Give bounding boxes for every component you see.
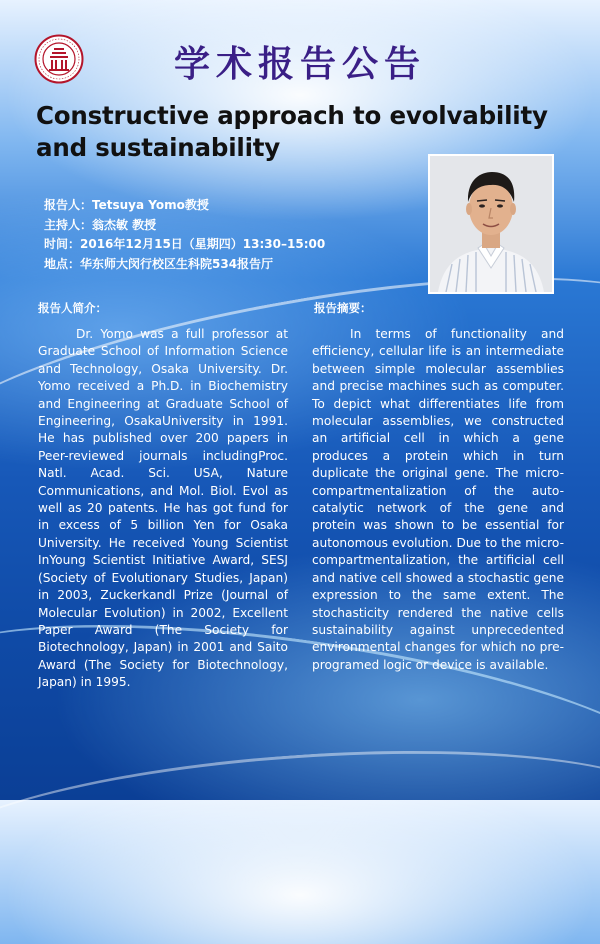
speaker-photo <box>428 154 554 294</box>
page-title: 学术报告公告 <box>173 43 426 85</box>
talk-abstract <box>312 326 564 674</box>
speaker-bio <box>38 326 288 692</box>
time-line: 时间：2016年12月15日（星期四）13:30–15:00 <box>44 237 326 251</box>
event-info <box>44 196 424 274</box>
speaker-line: 报告人：Tetsuya Yomo教授 <box>44 198 209 212</box>
venue-line: 地点：华东师大闵行校区生科院534报告厅 <box>44 256 274 271</box>
talk-title: Constructive approach to evolvability and sustainability <box>36 101 548 162</box>
host-line: 主持人：翁杰敏 教授 <box>44 217 157 232</box>
abstract-label: 报告摘要： <box>314 301 372 315</box>
bio-label: 报告人简介： <box>38 301 107 315</box>
bio-text: Dr. Yomo was a full professor at Graduate School of Information Science and Technology, Osaka University. Dr. Yomo received a Ph.D. in Biochemistry and Engineering at Graduate School of Engineering, OsakaUniversity in 1991. He has published over 200 papers in Peer-reviewed journals includingProc. Natl. Acad. Sci. USA, Nature Communications, and Mol. Biol. Evol as well as 20 patents. He has got fund for in excess of 5 billion Yen for Osaka University. He received Young Scientist InYoung Scientist Initiative Award, SESJ (Society of Evolutionary Studies, Japan) in 2003, Zuckerkandl Prize (Journal of Molecular Evolution) in 2002, Excellent Paper Award (The Society for Biotechnology, Japan) in 2001 and Saito Award (The Society for Biotechnology, Japan) in 1995. <box>38 327 288 690</box>
abstract-text: In terms of functionality and efficiency, cellular life is an intermediate between simple molecular assemblies and precise machines such as computer. To depict what differentiates life from molecular assemblies, we constructed an artificial cell in which a gene produces a protein which in turn duplicate the original gene. The micro-compartmentalization of the auto-catalytic network of the gene and protein was shown to be essential for autonomous evolution. Due to the micro-compartmentalization, the artificial cell and native cell showed a stochastic gene expression to the same extent. The stochasticity rendered the native cells sustainability against unprecedented environmental changes for which no pre-programed logic or device is available. <box>312 327 564 672</box>
